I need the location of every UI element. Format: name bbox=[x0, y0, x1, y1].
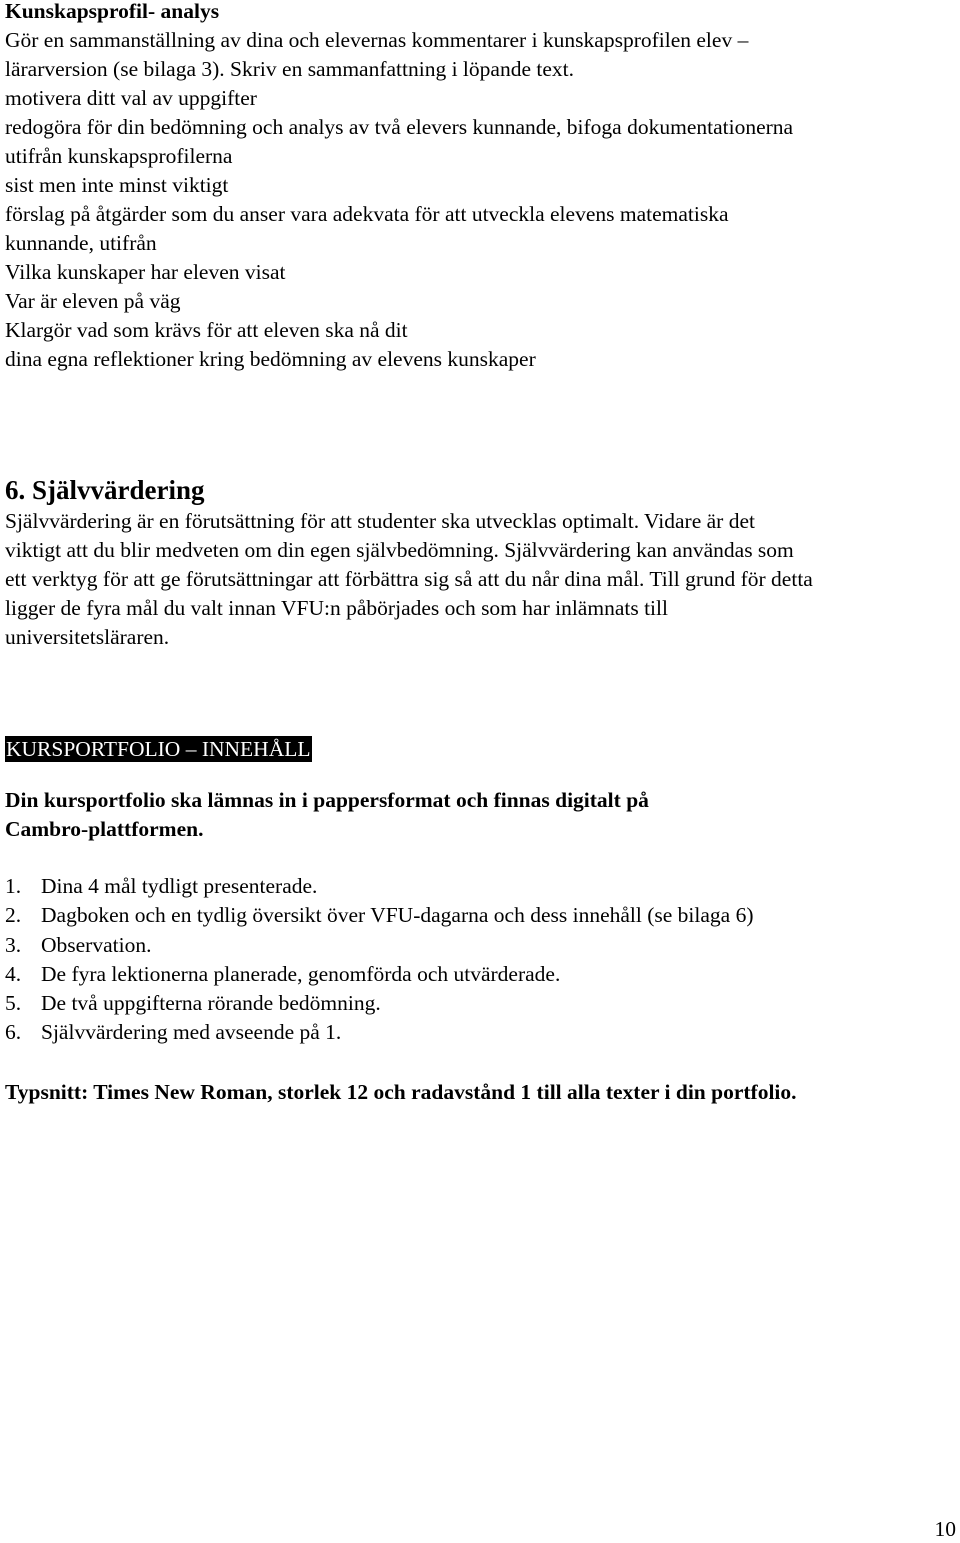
text-line: förslag på åtgärder som du anser vara adekvata för att utveckla elevens matematiska bbox=[5, 202, 729, 226]
portfolio-title: KURSPORTFOLIO – INNEHÅLL bbox=[6, 737, 311, 761]
list-item-text: De två uppgifterna rörande bedömning. bbox=[41, 991, 381, 1016]
list-item-text: Observation. bbox=[41, 932, 152, 957]
text-line: universitetsläraren. bbox=[5, 625, 170, 649]
text-line: utifrån kunskapsprofilerna bbox=[5, 144, 233, 168]
section-heading-kunskapsprofil: Kunskapsprofil- analys bbox=[5, 0, 220, 23]
text-line: ett verktyg för att ge förutsättningar att förbättra sig så att du når dina mål. Till grund för detta bbox=[5, 567, 813, 591]
list-item bbox=[5, 960, 957, 989]
text-line: viktigt att du blir medveten om din egen självbedömning. Självvärdering kan användas som bbox=[5, 538, 794, 562]
list-item bbox=[5, 931, 957, 960]
text-line: redogöra för din bedömning och analys av två elevers kunnande, bifoga dokumentationerna bbox=[5, 115, 794, 139]
list-item-number: 2. bbox=[5, 903, 22, 928]
text-line: Vilka kunskaper har eleven visat bbox=[5, 260, 286, 284]
list-item-text: De fyra lektionerna planerade, genomförda och utvärderade. bbox=[41, 961, 561, 986]
list-item bbox=[5, 1018, 957, 1047]
list-item-number: 5. bbox=[5, 991, 22, 1016]
kunskapsprofil-instructions bbox=[5, 26, 957, 374]
text-line: ligger de fyra mål du valt innan VFU:n påbörjades och som har inlämnats till bbox=[5, 596, 668, 620]
list-item bbox=[5, 901, 957, 930]
text-line: sist men inte minst viktigt bbox=[5, 173, 229, 197]
list-item-number: 3. bbox=[5, 932, 22, 957]
text-line: Var är eleven på väg bbox=[5, 289, 181, 313]
font-requirement-note: Typsnitt: Times New Roman, storlek 12 och radavstånd 1 till alla texter i din portfolio. bbox=[5, 1079, 797, 1104]
page-number: 10 bbox=[934, 1517, 956, 1541]
portfolio-intro bbox=[5, 786, 957, 844]
list-item-text: Dina 4 mål tydligt presenterade. bbox=[41, 874, 318, 898]
text-line: Cambro-plattformen. bbox=[5, 817, 204, 841]
document-page bbox=[5, 0, 957, 1107]
list-item bbox=[5, 989, 957, 1018]
text-line: Självvärdering är en förutsättning för att studenter ska utvecklas optimalt. Vidare är det bbox=[5, 509, 755, 533]
list-item-number: 1. bbox=[5, 874, 22, 898]
text-line: lärarversion (se bilaga 3). Skriv en sammanfattning i löpande text. bbox=[5, 57, 574, 81]
text-line: motivera ditt val av uppgifter bbox=[5, 86, 257, 110]
list-item-text: Dagboken och en tydlig översikt över VFU-dagarna och dess innehåll (se bilaga 6) bbox=[41, 903, 754, 928]
list-item-number: 4. bbox=[5, 961, 22, 986]
text-line: Klargör vad som krävs för att eleven ska nå dit bbox=[5, 318, 408, 342]
list-item bbox=[5, 872, 957, 901]
text-line: dina egna reflektioner kring bedömning av elevens kunskaper bbox=[5, 347, 536, 371]
text-line: Din kursportfolio ska lämnas in i pappersformat och finnas digitalt på bbox=[5, 788, 649, 812]
text-line: kunnande, utifrån bbox=[5, 231, 157, 255]
list-item-text: Självvärdering med avseende på 1. bbox=[41, 1020, 342, 1045]
list-item-number: 6. bbox=[5, 1020, 22, 1045]
sjalvvardering-paragraph bbox=[5, 507, 957, 652]
section-heading-sjalvvardering: 6. Självvärdering bbox=[5, 475, 205, 505]
text-line: Gör en sammanställning av dina och elevernas kommentarer i kunskapsprofilen elev – bbox=[5, 28, 749, 52]
portfolio-title-row bbox=[5, 736, 957, 762]
portfolio-contents-list bbox=[5, 872, 957, 1048]
